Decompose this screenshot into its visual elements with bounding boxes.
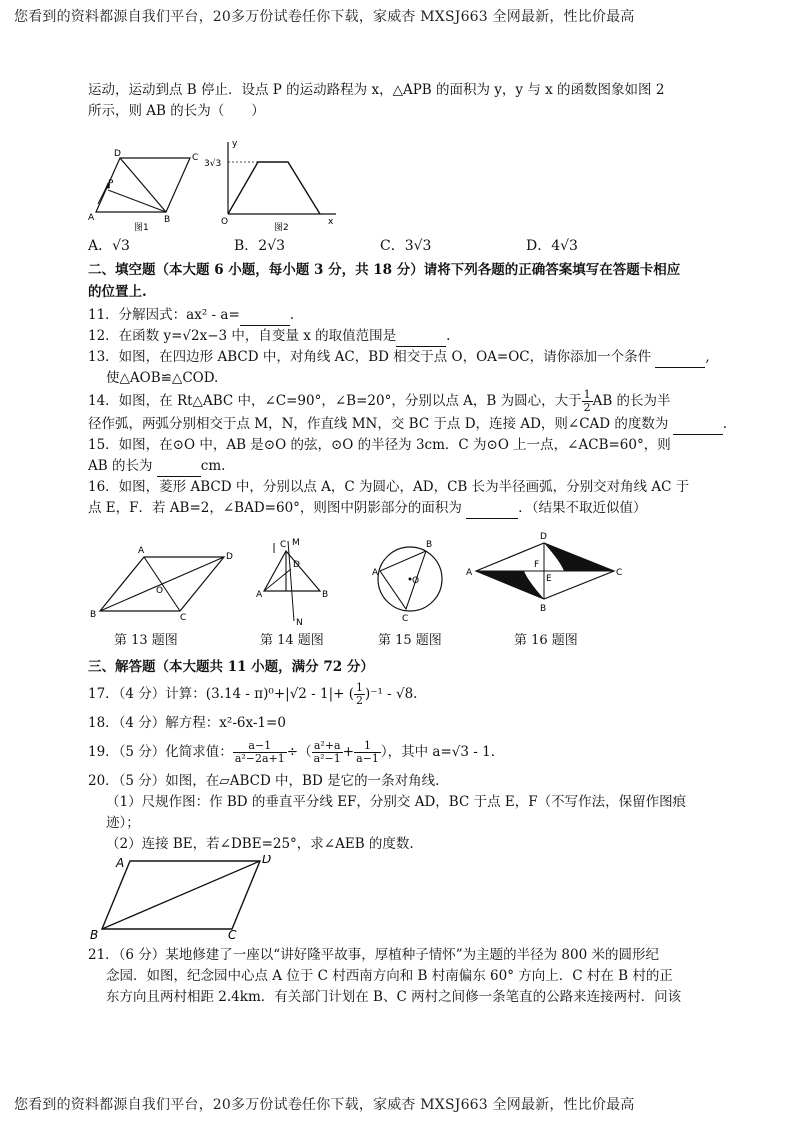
figure-16 (466, 532, 622, 614)
svg-text:D: D (293, 559, 300, 570)
svg-text:y: y (232, 138, 238, 149)
svg-text:A: A (372, 567, 379, 578)
svg-text:M: M (292, 537, 300, 548)
q15-line1: 15．如图，在⊙O 中，AB 是⊙O 的弦，⊙O 的半径为 3cm．C 为⊙O 上一点，∠ACB=60°，则 (88, 437, 671, 454)
q16-blank (466, 504, 518, 519)
q14-blank (673, 420, 723, 435)
q21-line2: 念园．如图，纪念园中心点 A 位于 C 村西南方向和 B 村南偏东 60° 方向上．C 村在 B 村的正 (106, 967, 673, 984)
q17-part-b: )⁻¹ - √8. (365, 686, 418, 703)
q15-line2a: AB 的长为 (88, 458, 153, 475)
q12: 12．在函数 y=√2x−3 中，自变量 x 的取值范围是 . (88, 326, 728, 347)
option-d: D．4√3 (526, 237, 578, 254)
svg-text:D: D (226, 551, 233, 562)
q20-figure-svg (88, 855, 728, 939)
section3-title: 三、解答题（本大题共 11 小题，满分 72 分） (88, 659, 374, 675)
q11-text: 11．分解因式：ax² - a= (88, 307, 240, 324)
q13-line1: 13．如图，在四边形 ABCD 中，对角线 AC，BD 相交于点 O，OA=OC，请你添加一个条件 , (88, 347, 728, 368)
section2-title: 二、填空题（本大题 6 小题，每小题 3 分，共 18 分）请将下列各题的正确答案填写在答题卡相应 (88, 261, 681, 278)
q13-blank (655, 353, 705, 368)
figure-14 (256, 538, 328, 628)
q13-line2: 使△AOB≌△COD. (106, 370, 219, 387)
figure-2-graph (204, 139, 336, 232)
svg-text:C: C (616, 567, 623, 578)
q11: 11．分解因式：ax² - a= . (88, 305, 728, 326)
svg-text:C: C (280, 539, 287, 550)
option-b: B．2√3 (234, 237, 286, 254)
svg-text:x: x (328, 216, 334, 227)
q15-line2 (88, 456, 728, 477)
q10-figures (88, 122, 728, 232)
svg-text:B: B (90, 927, 99, 939)
q14-fraction: $\frac{1}{2}$ (583, 388, 591, 415)
figure-captions (88, 631, 728, 651)
option-a: A．√3 (88, 237, 130, 254)
fig1-caption: 图1 (134, 222, 149, 232)
svg-text:B: B (426, 539, 433, 550)
q20-line1: 20．（5 分）如图，在▱ABCD 中，BD 是它的一条对角线. (88, 773, 440, 790)
q10-line1: 运动，运动到点 B 停止．设点 P 的运动路程为 x，△APB 的面积为 y，y 与 x 的函数图象如图 2 (88, 82, 665, 98)
q15-blank (157, 462, 201, 477)
q16-line2 (88, 498, 728, 519)
svg-text:A: A (256, 589, 263, 600)
q16-line2b: ．（结果不取近似值） (518, 499, 647, 516)
fig2-ymax: 3√3 (204, 158, 222, 169)
q20-part2: （2）连接 BE，若∠DBE=25°，求∠AEB 的度数. (106, 835, 414, 852)
q20-part1a: （1）尺规作图：作 BD 的垂直平分线 EF，分别交 AD，BC 于点 E，F（不写作法，保留作图痕 (106, 794, 687, 811)
exam-content (88, 80, 728, 1008)
svg-text:D: D (262, 854, 272, 866)
caption-14: 第 14 题图 (260, 632, 324, 648)
figure-13 (90, 546, 233, 623)
q19 (88, 740, 728, 765)
svg-text:E: E (546, 573, 552, 584)
svg-text:P: P (108, 178, 114, 189)
q10-line2: 所示，则 AB 的长为（ ） (88, 102, 265, 119)
bottom-banner: 您看到的资料都源自我们平台，20多万份试卷任你下载，家威杏 MXSJ663 全网最新，性比价最高 (14, 1097, 635, 1113)
figures-13-16-svg (88, 521, 728, 631)
q16-line1: 16．如图，菱形 ABCD 中，分别以点 A，C 为圆心，AD，CB 长为半径画弧，分别交对角线 AC 于 (88, 479, 690, 496)
caption-13: 第 13 题图 (114, 632, 178, 648)
q19-mid: ÷（ (286, 744, 312, 761)
svg-text:A: A (116, 855, 125, 870)
svg-text:C: C (192, 152, 199, 163)
q18: 18．（4 分）解方程：x²-6x-1=0 (88, 715, 286, 732)
q19-fraction-2: $\frac{\text{a²+a}}{\text{a²−1}}$ (313, 739, 341, 766)
q14-line1a: 14．如图，在 Rt△ABC 中，∠C=90°，∠B=20°，分别以点 A，B 为圆心，大于 (88, 393, 582, 410)
q21-line3: 东方向且两村相距 2.4km．有关部门计划在 B、C 两村之间修一条笔直的公路来连接两村．问该 (106, 988, 682, 1005)
q14-line1b: AB 的长为半 (592, 393, 671, 410)
q17 (88, 682, 728, 707)
q19-fraction-1: $\frac{a-1}{\text{a²−2a+1}}$ (234, 739, 285, 766)
svg-text:O: O (412, 575, 420, 586)
q17-part-a: 17．（4 分）计算：(3.14 - π)⁰+|√2 - 1|+ ( (88, 686, 355, 703)
q17-fraction: $\frac{1}{2}$ (356, 680, 364, 708)
svg-text:A: A (466, 567, 473, 578)
caption-15: 第 15 题图 (378, 632, 442, 648)
svg-text:O: O (221, 216, 229, 227)
svg-text:C: C (180, 612, 187, 623)
svg-text:O: O (156, 585, 164, 596)
svg-text:D: D (540, 531, 547, 542)
q19-fraction-3: $\frac{1}{a-1}$ (356, 739, 379, 766)
q12-blank (396, 332, 446, 347)
q13-text: 13．如图，在四边形 ABCD 中，对角线 AC，BD 相交于点 O，OA=OC，请你添加一个条件 (88, 349, 652, 366)
svg-text:D: D (114, 148, 121, 159)
option-c: C．3√3 (380, 237, 432, 254)
q20-part1b: 迹）； (106, 815, 140, 832)
q15-line2b: cm. (200, 458, 226, 475)
q12-text: 12．在函数 y=√2x−3 中，自变量 x 的取值范围是 (88, 328, 397, 345)
svg-text:A: A (138, 545, 145, 556)
svg-text:F: F (534, 559, 540, 570)
q14-line2-text: 径作弧，两弧分别相交于点 M，N，作直线 MN，交 BC 于点 D，连接 AD，则∠CAD 的度数为 (88, 416, 669, 433)
caption-16: 第 16 题图 (514, 632, 578, 648)
figure-15 (372, 540, 442, 624)
q19-plus: + (342, 744, 355, 761)
q11-blank (240, 311, 290, 326)
figure-1-parallelogram (88, 149, 198, 232)
q10-figures-svg (88, 122, 728, 232)
top-banner: 您看到的资料都源自我们平台，20多万份试卷任你下载，家威杏 MXSJ663 全网最新，性比价最高 (14, 9, 635, 25)
q20-figure (88, 855, 728, 939)
fig2-caption: 图2 (274, 222, 289, 232)
q16-line2a: 点 E，F．若 AB=2，∠BAD=60°，则图中阴影部分的面积为 (88, 499, 462, 516)
svg-text:N: N (296, 617, 303, 628)
q10-options (88, 236, 728, 258)
q19-part-a: 19．（5 分）化简求值： (88, 744, 233, 761)
q21-line1: 21．（6 分）某地修建了一座以“讲好隆平故事，厚植种子情怀”为主题的半径为 800 米的圆形纪 (88, 946, 659, 963)
svg-text:A: A (88, 212, 95, 223)
q14-line2: 径作弧，两弧分别相交于点 M，N，作直线 MN，交 BC 于点 D，连接 AD，则∠CAD 的度数为 . (88, 414, 728, 435)
q14-line1 (88, 389, 728, 414)
svg-text:C: C (228, 927, 237, 939)
section2-title-cont: 的位置上. (88, 284, 147, 301)
q19-part-b: ），其中 a=√3 - 1. (380, 744, 495, 761)
svg-text:B: B (322, 589, 329, 600)
svg-text:B: B (164, 214, 171, 225)
svg-text:C: C (402, 613, 409, 624)
svg-text:B: B (540, 603, 547, 614)
figures-13-16 (88, 521, 728, 631)
svg-text:B: B (90, 609, 97, 620)
